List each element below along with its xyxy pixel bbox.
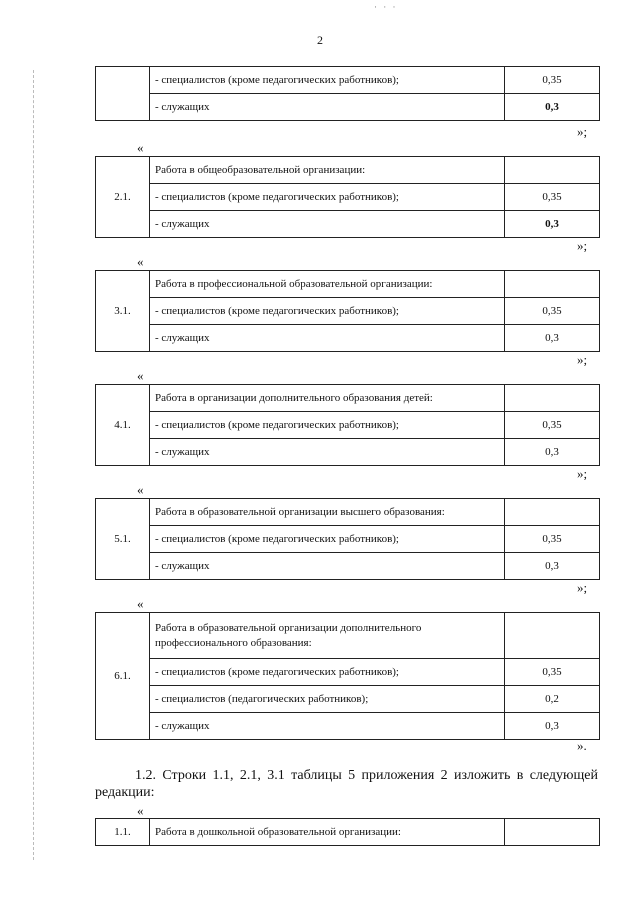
- table-1-1: [95, 818, 600, 846]
- row-value: 0,35: [505, 298, 600, 325]
- open-quote: «: [137, 254, 144, 269]
- table-continuation: [95, 66, 600, 121]
- row-number: 5.1.: [96, 499, 150, 580]
- row-value: 0,3: [505, 325, 600, 352]
- section-heading: Работа в организации дополнительного образования детей:: [150, 385, 505, 412]
- section-heading: Работа в общеобразовательной организации:: [150, 157, 505, 184]
- close-quote: »;: [577, 466, 588, 481]
- open-quote: «: [137, 803, 144, 818]
- row-value: 0,35: [505, 659, 600, 686]
- row-value: 0,35: [505, 412, 600, 439]
- table-3-1: [95, 270, 600, 352]
- row-label: - служащих: [150, 94, 505, 121]
- row-value: 0,3: [505, 553, 600, 580]
- open-quote: «: [137, 482, 144, 497]
- row-label: - специалистов (педагогических работников);: [150, 686, 505, 713]
- row-value: 0,3: [505, 211, 600, 238]
- close-quote: »;: [577, 580, 588, 595]
- row-label: - служащих: [150, 325, 505, 352]
- open-quote: «: [137, 368, 144, 383]
- row-label: - специалистов (кроме педагогических работников);: [150, 184, 505, 211]
- table-2-1: [95, 156, 600, 238]
- row-label: - специалистов (кроме педагогических работников);: [150, 412, 505, 439]
- section-heading: Работа в образовательной организации высшего образования:: [150, 499, 505, 526]
- row-value: 0,3: [505, 713, 600, 740]
- section-heading: Работа в образовательной организации дополнительного профессионального образования:: [150, 613, 505, 659]
- close-quote: »;: [577, 124, 588, 139]
- row-label: - специалистов (кроме педагогических работников);: [150, 526, 505, 553]
- row-number: 3.1.: [96, 271, 150, 352]
- row-value: 0,35: [505, 526, 600, 553]
- table-6-1: [95, 612, 600, 740]
- row-label: - служащих: [150, 439, 505, 466]
- table-4-1: [95, 384, 600, 466]
- row-label: - служащих: [150, 553, 505, 580]
- row-number: 6.1.: [96, 613, 150, 740]
- row-label: - служащих: [150, 713, 505, 740]
- close-quote: ».: [577, 738, 587, 753]
- open-quote: «: [137, 140, 144, 155]
- row-number: 1.1.: [96, 819, 150, 846]
- margin-line: [33, 70, 34, 860]
- row-label: - служащих: [150, 211, 505, 238]
- row-number: 2.1.: [96, 157, 150, 238]
- section-heading: Работа в профессиональной образовательной организации:: [150, 271, 505, 298]
- row-number: 4.1.: [96, 385, 150, 466]
- row-value: 0,3: [505, 94, 600, 121]
- row-value: 0,35: [505, 67, 600, 94]
- section-heading: Работа в дошкольной образовательной организации:: [150, 819, 505, 846]
- amendment-paragraph: 1.2. Строки 1.1, 2.1, 3.1 таблицы 5 приложения 2 изложить в следующей редакции:: [95, 768, 598, 800]
- row-value: 0,2: [505, 686, 600, 713]
- row-value: 0,35: [505, 184, 600, 211]
- scan-artifact: · · ·: [374, 2, 398, 12]
- page-number: 2: [317, 33, 323, 47]
- row-value: 0,3: [505, 439, 600, 466]
- open-quote: «: [137, 596, 144, 611]
- table-5-1: [95, 498, 600, 580]
- row-number-cell: [96, 67, 150, 121]
- close-quote: »;: [577, 238, 588, 253]
- row-label: - специалистов (кроме педагогических работников);: [150, 659, 505, 686]
- row-label: - специалистов (кроме педагогических работников);: [150, 67, 505, 94]
- row-label: - специалистов (кроме педагогических работников);: [150, 298, 505, 325]
- close-quote: »;: [577, 352, 588, 367]
